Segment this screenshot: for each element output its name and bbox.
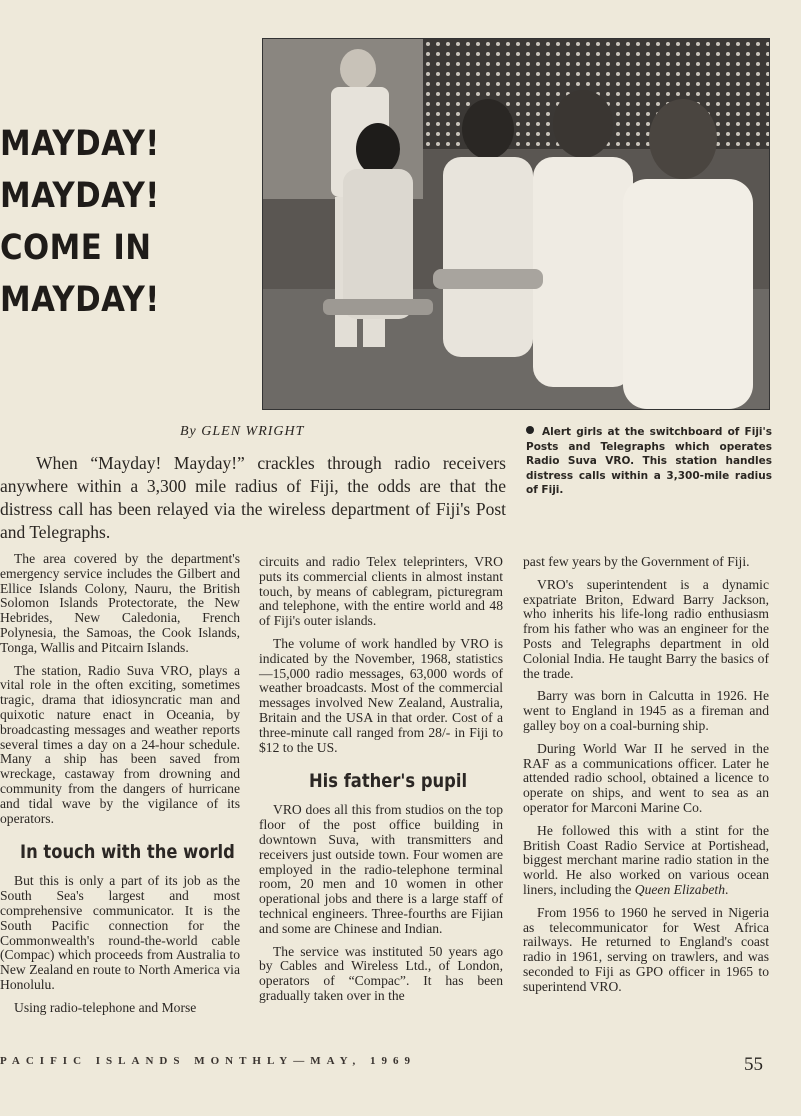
paragraph: But this is only a part of its job as the South Sea's largest and most comprehensive communicator. It is the South Pacific connection for the Commonwealth's round-the-world cable (Compac) which proceeds from Australia to New Zealand en route to North America via Honolulu. <box>0 873 240 992</box>
headline-line-2: MAYDAY! <box>0 176 160 216</box>
subhead-in-touch: In touch with the world <box>20 841 235 864</box>
paragraph: circuits and radio Telex teleprinters, VRO puts its commercial clients in almost instant touch, by means of cablegram, picturegram and telephone, with the entire world and 48 of Fiji's outer islands. <box>259 554 503 629</box>
page-footer: PACIFIC ISLANDS MONTHLY—MAY, 1969 <box>0 1055 416 1067</box>
switchboard-photo <box>262 38 770 410</box>
paragraph: The area covered by the department's emergency service includes the Gilbert and Ellice Islands Colony, Nauru, the British Solomon Islands Protectorate, the New Hebrides, New Caledonia, French Polynesia, the Samoas, the Cook Islands, Tonga, Wallis and Pitcairn Islands. <box>0 551 240 655</box>
paragraph-text: He followed this with a stint for the British Coast Radio Service at Portishead, biggest merchant marine radio station in the world. He also worked on various ocean liners, including the <box>523 822 769 897</box>
paragraph: VRO's superintendent is a dynamic expatriate Briton, Edward Barry Jackson, who inherits his life-long radio enthusiasm from his father who was an engineer for the Posts and Telegraphs department in old Colonial India. He taught Barry the basics of the trade. <box>523 576 769 681</box>
intro-text: When “Mayday! Mayday!” crackles through radio receivers anywhere within a 3,300 mile radius of Fiji, the odds are that the distress call has been relayed via the wireless department of Fiji's Post and Telegraphs. <box>0 453 506 542</box>
headline <box>0 118 260 326</box>
column-1 <box>0 552 240 1024</box>
paragraph: During World War II he served in the RAF as a communications officer. Later he attended radio school, obtained a licence to operate on ships, and went to sea as an operator for Marconi Marine Co. <box>523 740 769 815</box>
headline-line-1: MAYDAY! <box>0 124 160 164</box>
paragraph: VRO does all this from studios on the top floor of the post office building in downtown Suva, with transmitters and receivers just outside town. Four women are employed in the radio-telephone terminal room, 20 men and 10 women in other operational jobs and there is a large staff of technical engineers. Three-fourths are Fijian and some are Chinese and Indian. <box>259 802 503 936</box>
subhead-fathers-pupil: His father's pupil <box>309 770 468 793</box>
headline-line-4: MAYDAY! <box>0 280 160 320</box>
caption-text: Alert girls at the switchboard of Fiji's Posts and Telegraphs which operates Radio Suva VRO. This station handles distress calls within a 3,300-mile radius of Fiji. <box>526 426 772 496</box>
paragraph: The station, Radio Suva VRO, plays a vital role in the often exciting, sometimes tragic, drama that idiosyncratic man and quixotic nature enact in Oceania, by broadcasting messages and weather reports several times a day on a 24-hour schedule. Many a ship has been saved from wreckage, castaway from drowning and community from the dangers of hurricane and tidal wave by the vigilance of its operators. <box>0 662 240 826</box>
paragraph: past few years by the Government of Fiji. <box>523 554 750 569</box>
byline: By GLEN WRIGHT <box>180 424 305 439</box>
photo-caption <box>526 425 772 498</box>
column-2 <box>259 555 503 1012</box>
intro-paragraph <box>0 452 506 544</box>
column-3 <box>523 555 769 1003</box>
paragraph: From 1956 to 1960 he served in Nigeria as telecommunicator for West Africa railways. He returned to England's coast radio in 1961, serving on trawlers, and was seconded to Fiji as GPO officer in 1965 to superintend VRO. <box>523 904 769 994</box>
ship-name: Queen Elizabeth <box>634 881 725 897</box>
paragraph: Using radio-telephone and Morse <box>14 999 197 1015</box>
page-number: 55 <box>744 1054 763 1075</box>
paragraph: Barry was born in Calcutta in 1926. He went to England in 1945 as a fireman and galley boy on a coal-burning ship. <box>523 688 769 733</box>
headline-line-3: COME IN <box>0 228 152 268</box>
paragraph-text: . <box>725 881 729 897</box>
paragraph: The volume of work handled by VRO is indicated by the November, 1968, statistics—15,000 radio messages, 63,000 words of weather broadcasts. Most of the commercial messages involved New Zealand, Australia, Britain and the USA in that order. Cost of a three-minute call ranged from 28/- in Fiji to $12 to the US. <box>259 635 503 755</box>
bullet-icon <box>526 426 534 434</box>
paragraph <box>523 824 769 898</box>
paragraph: The service was instituted 50 years ago by Cables and Wireless Ltd., of London, operators of “Compac”. It has been gradually taken over in the <box>259 943 503 1003</box>
